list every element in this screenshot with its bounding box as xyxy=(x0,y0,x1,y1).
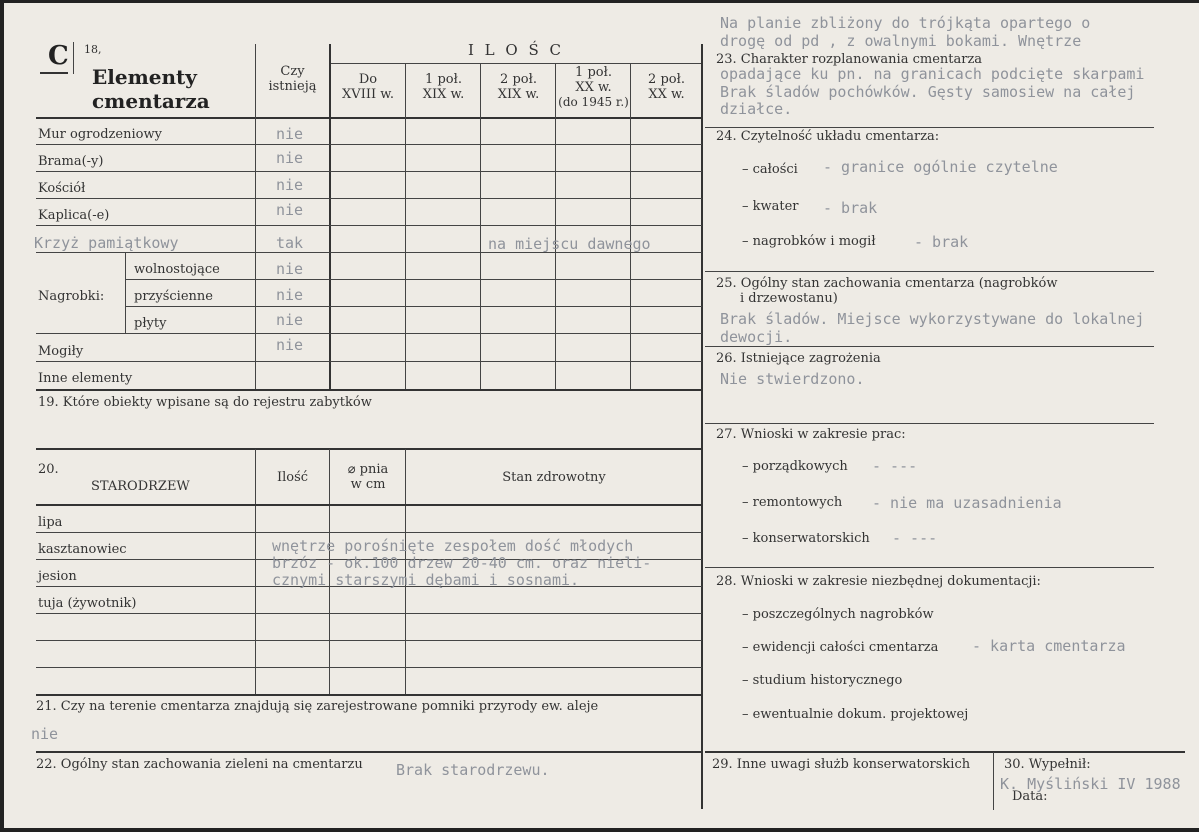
q23-bottom-line xyxy=(705,127,1154,128)
tree-note-line3: cznymi starszymi dębami i sosnami. xyxy=(272,571,580,589)
q20-number: 20. xyxy=(38,462,59,477)
q24-value-nagrobkow: - brak xyxy=(914,233,969,251)
q19-bottom-line xyxy=(36,448,702,450)
section-title-line2: cmentarza xyxy=(92,89,210,113)
nagrobki-value-plyty: nie xyxy=(276,311,304,329)
q24-item-kwater: – kwater xyxy=(742,199,799,214)
row-value-mur: nie xyxy=(276,125,304,143)
row-label-mogily: Mogiły xyxy=(38,344,84,359)
row-label-krzyz: Krzyż pamiątkowy xyxy=(34,234,179,252)
row-note-krzyz: na miejscu dawnego xyxy=(488,235,651,253)
q28-item-projektowej: – ewentualnie dokum. projektowej xyxy=(742,707,969,722)
q27-value-konserwatorskich: - --- xyxy=(892,529,938,547)
nagrobki-value-wolnostojace: nie xyxy=(276,260,304,278)
q27-item-porzadkowych: – porządkowych xyxy=(742,459,848,474)
q23-answer-line3: działce. xyxy=(720,100,793,118)
section-letter-divider xyxy=(73,42,74,74)
period-0-l1: Do xyxy=(358,72,378,87)
tree-jesion: jesion xyxy=(38,569,77,584)
row-line-6 xyxy=(125,279,702,280)
nagrobki-label: Nagrobki: xyxy=(38,289,105,304)
col-exists-line1: Czy xyxy=(280,64,305,79)
q29-label: 29. Inne uwagi służb konserwatorskich xyxy=(712,757,971,772)
q26-bottom-line xyxy=(705,423,1154,424)
row-label-mur: Mur ogrodzeniowy xyxy=(38,127,162,142)
q27-bottom-line xyxy=(705,567,1154,568)
q25-answer-line2: dewocji. xyxy=(720,328,793,346)
starodrzew-bottom-line xyxy=(36,694,702,696)
period-1-l1: 1 poł. xyxy=(425,72,462,87)
q28-label: 28. Wnioski w zakresie niezbędnej dokumentacji: xyxy=(716,574,1041,589)
q24-item-calosci: – całości xyxy=(742,162,798,177)
q28-bottom-line xyxy=(705,751,1185,753)
q24-item-nagrobkow: – nagrobków i mogił xyxy=(742,234,876,249)
row-value-mogily: nie xyxy=(276,336,304,354)
q30-answer: K. Myśliński IV 1988 xyxy=(1000,775,1181,793)
q21-answer: nie xyxy=(31,725,59,743)
starodrzew-row-4 xyxy=(36,613,702,614)
q21-label: 21. Czy na terenie cmentarza znajdują się zarejestrowane pomniki przyrody ew. aleje xyxy=(36,699,599,714)
row-label-brama: Brama(-y) xyxy=(38,154,104,169)
scan-edge-bottom xyxy=(0,828,1199,832)
q28-item-ewidencji: – ewidencji całości cmentarza xyxy=(742,640,939,655)
q24-label: 24. Czytelność układu cmentarza: xyxy=(716,129,940,144)
q21-bottom-line xyxy=(36,751,702,753)
grid-v-3 xyxy=(405,63,406,390)
row-line-8 xyxy=(36,333,702,334)
row-value-brama: nie xyxy=(276,149,304,167)
row-line-2 xyxy=(36,171,702,172)
starodrzew-row-6 xyxy=(36,667,702,668)
row-line-4 xyxy=(36,225,702,226)
section-letter: C xyxy=(48,41,69,71)
period-4-l2: XX w. xyxy=(648,87,685,102)
section-title-line1: Elementy xyxy=(92,65,197,89)
q26-answer: Nie stwierdzono. xyxy=(720,370,865,388)
q27-item-remontowych: – remontowych xyxy=(742,495,843,510)
period-1-l2: XIX w. xyxy=(422,87,465,102)
scan-edge-left xyxy=(0,0,4,832)
col-pnia-line2: w cm xyxy=(350,477,386,492)
tree-note-line1: wnętrze porośnięte zespołem dość młodych xyxy=(272,537,634,555)
q27-value-remontowych: - nie ma uzasadnienia xyxy=(872,494,1062,512)
starodrzew-row-5 xyxy=(36,640,702,641)
tree-tuja: tuja (żywotnik) xyxy=(38,596,137,611)
col-pnia-line1: ⌀ pnia xyxy=(347,462,389,477)
nagrobki-divider xyxy=(125,252,126,333)
period-3-l2: XX w. xyxy=(575,80,612,95)
row-line-1 xyxy=(36,144,702,145)
q28-value-ewidencji: - karta cmentarza xyxy=(972,637,1126,655)
q25-label-line2: i drzewostanu) xyxy=(740,291,838,306)
row-line-3 xyxy=(36,198,702,199)
top-note-line2: drogę od pd , z owalnymi bokami. Wnętrze xyxy=(720,32,1082,50)
q23-label: 23. Charakter rozplanowania cmentarza xyxy=(716,52,983,67)
starodrzew-row-1 xyxy=(36,532,702,533)
q25-label-line1: 25. Ogólny stan zachowania cmentarza (nagrobków xyxy=(716,276,1058,291)
q24-value-calosci: - granice ogólnie czytelne xyxy=(823,158,1058,176)
tree-note-line2: brzóz - ok.100 drzew 20-40 cm. oraz nieli- xyxy=(272,554,652,572)
period-0-l2: XVIII w. xyxy=(342,87,394,102)
nagrobki-value-przyscienne: nie xyxy=(276,286,304,304)
q28-item-nagrobkow: – poszczególnych nagrobków xyxy=(742,607,934,622)
col-exists-line2: istnieją xyxy=(268,79,317,94)
row-line-7 xyxy=(125,306,702,307)
grid-v-4 xyxy=(480,63,481,390)
q22-label: 22. Ogólny stan zachowania zieleni na cmentarzu xyxy=(36,757,363,772)
grid-v-2 xyxy=(329,44,331,390)
q27-value-porzadkowych: - --- xyxy=(872,457,918,475)
qty-heading: I L O Ś C xyxy=(467,41,564,59)
q22-answer: Brak starodrzewu. xyxy=(396,761,550,779)
q23-answer-line1: opadające ku pn. na granicach podcięte skarpami xyxy=(720,65,1145,83)
data-label: Data: xyxy=(1012,789,1048,804)
section-letter-underline xyxy=(40,72,68,74)
q23-answer-line2: Brak śladów pochówków. Gęsty samosiew na całej xyxy=(720,83,1136,101)
period-2-l2: XIX w. xyxy=(497,87,540,102)
period-4-l1: 2 poł. xyxy=(648,72,685,87)
starodrzew-header-line xyxy=(36,504,702,506)
q24-bottom-line xyxy=(705,271,1154,272)
q24-value-kwater: - brak xyxy=(823,199,878,217)
col-stan: Stan zdrowotny xyxy=(502,470,606,485)
row-line-9 xyxy=(36,361,702,362)
q27-item-konserwatorskich: – konserwatorskich xyxy=(742,531,870,546)
tree-kasztanowiec: kasztanowiec xyxy=(38,542,127,557)
grid-v-1 xyxy=(255,44,256,390)
grid-v-5 xyxy=(555,63,556,390)
q19-label: 19. Które obiekty wpisane są do rejestru zabytków xyxy=(38,395,372,410)
header-bottom-line xyxy=(36,117,702,119)
scan-edge-top xyxy=(0,0,1199,3)
period-3-l3: (do 1945 r.) xyxy=(558,95,629,109)
top-note-line1: Na planie zbliżony do trójkąta opartego o xyxy=(720,14,1091,32)
period-2-l1: 2 poł. xyxy=(500,72,537,87)
col-ilosc: Ilość xyxy=(276,470,309,485)
period-3-l1: 1 poł. xyxy=(575,65,612,80)
row-label-kosciol: Kościół xyxy=(38,181,86,196)
nagrobki-label-przyscienne: przyścienne xyxy=(134,289,213,304)
q25-answer-line1: Brak śladów. Miejsce wykorzystywane do lokalnej xyxy=(720,310,1145,328)
q27-label: 27. Wnioski w zakresie prac: xyxy=(716,427,906,442)
starodrzew-heading: STARODRZEW xyxy=(91,479,190,494)
grid-v-6 xyxy=(630,63,631,390)
q26-label: 26. Istniejące zagrożenia xyxy=(716,351,881,366)
row-label-kaplica: Kaplica(-e) xyxy=(38,208,110,223)
nagrobki-label-plyty: płyty xyxy=(134,316,167,331)
row-value-kaplica: nie xyxy=(276,201,304,219)
q30-label: 30. Wypełnił: xyxy=(1004,757,1091,772)
row-value-krzyz: tak xyxy=(276,234,304,252)
row-value-kosciol: nie xyxy=(276,176,304,194)
section-number: 18, xyxy=(84,43,102,56)
qty-heading-line xyxy=(330,63,702,64)
nagrobki-label-wolnostojace: wolnostojące xyxy=(134,262,220,277)
starodrzew-v-1 xyxy=(255,449,256,695)
q29-q30-divider xyxy=(993,752,994,810)
q25-bottom-line xyxy=(705,346,1154,347)
row-label-inne: Inne elementy xyxy=(38,371,133,386)
tree-lipa: lipa xyxy=(38,515,63,530)
q28-item-studium: – studium historycznego xyxy=(742,673,903,688)
row-line-10 xyxy=(36,389,702,391)
